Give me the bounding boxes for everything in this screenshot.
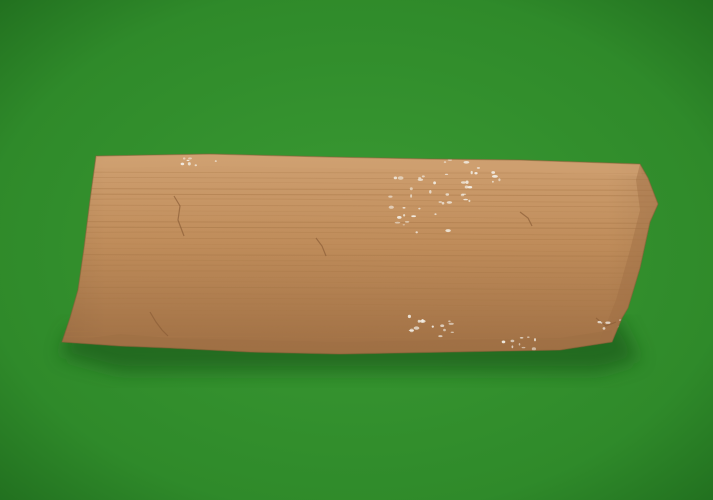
speckle <box>465 186 469 189</box>
speckle <box>603 327 606 330</box>
speckle <box>461 181 466 183</box>
speckle <box>468 186 473 188</box>
speckle <box>410 194 412 197</box>
sandstone-rock <box>0 140 713 370</box>
speckle <box>445 229 450 232</box>
speckle <box>492 175 498 178</box>
speckle <box>397 216 402 219</box>
speckle <box>398 176 404 180</box>
speckle <box>440 324 444 327</box>
speckle <box>468 200 470 202</box>
speckle <box>442 202 445 205</box>
speckle <box>432 326 434 328</box>
speckle <box>410 329 414 333</box>
speckle <box>446 193 450 195</box>
speckle <box>534 338 536 341</box>
speckle <box>395 222 401 224</box>
speckle <box>438 335 442 337</box>
speckle <box>408 315 411 318</box>
speckle <box>434 213 436 215</box>
speckle <box>420 320 426 323</box>
speckle <box>474 172 477 174</box>
speckle <box>464 161 470 164</box>
speckle <box>527 337 530 338</box>
speckle <box>471 171 473 174</box>
speckle <box>403 207 406 209</box>
speckle <box>448 320 451 322</box>
speckle <box>418 177 421 179</box>
speckle <box>443 329 446 332</box>
speckle <box>512 345 514 348</box>
speckle <box>439 201 443 203</box>
speckle <box>461 194 465 197</box>
speckle <box>429 190 431 194</box>
speckle <box>183 157 186 159</box>
speckle <box>511 340 515 343</box>
speckle <box>411 215 416 217</box>
speckle <box>389 206 394 209</box>
speckle <box>388 196 392 198</box>
speckle <box>410 187 413 190</box>
speckle <box>394 177 397 180</box>
speckle <box>416 231 418 233</box>
speckle <box>449 323 454 325</box>
speckle <box>414 326 420 329</box>
speckle <box>181 163 185 166</box>
speckle <box>492 181 494 183</box>
speckle <box>498 178 500 181</box>
speckle <box>451 332 454 333</box>
speckle <box>403 224 405 225</box>
speckle <box>215 160 217 162</box>
speckle <box>477 167 480 168</box>
speckle <box>519 343 521 346</box>
speckle <box>605 322 610 324</box>
speckle <box>601 322 603 324</box>
speckle <box>195 164 197 166</box>
speckle <box>463 199 468 201</box>
speckle <box>405 221 409 222</box>
speckle <box>466 181 469 184</box>
speckle <box>188 157 192 159</box>
speckle <box>447 201 452 204</box>
speckle <box>444 161 446 163</box>
speckle <box>188 162 191 165</box>
speckle <box>418 208 420 210</box>
speckle <box>491 171 495 174</box>
speckle <box>422 175 425 177</box>
speckle <box>433 181 436 184</box>
speckle <box>502 341 506 344</box>
speckle <box>187 160 190 161</box>
speckle <box>520 337 524 339</box>
speckle <box>445 174 448 175</box>
speckle <box>522 347 526 348</box>
speckle <box>403 214 405 217</box>
